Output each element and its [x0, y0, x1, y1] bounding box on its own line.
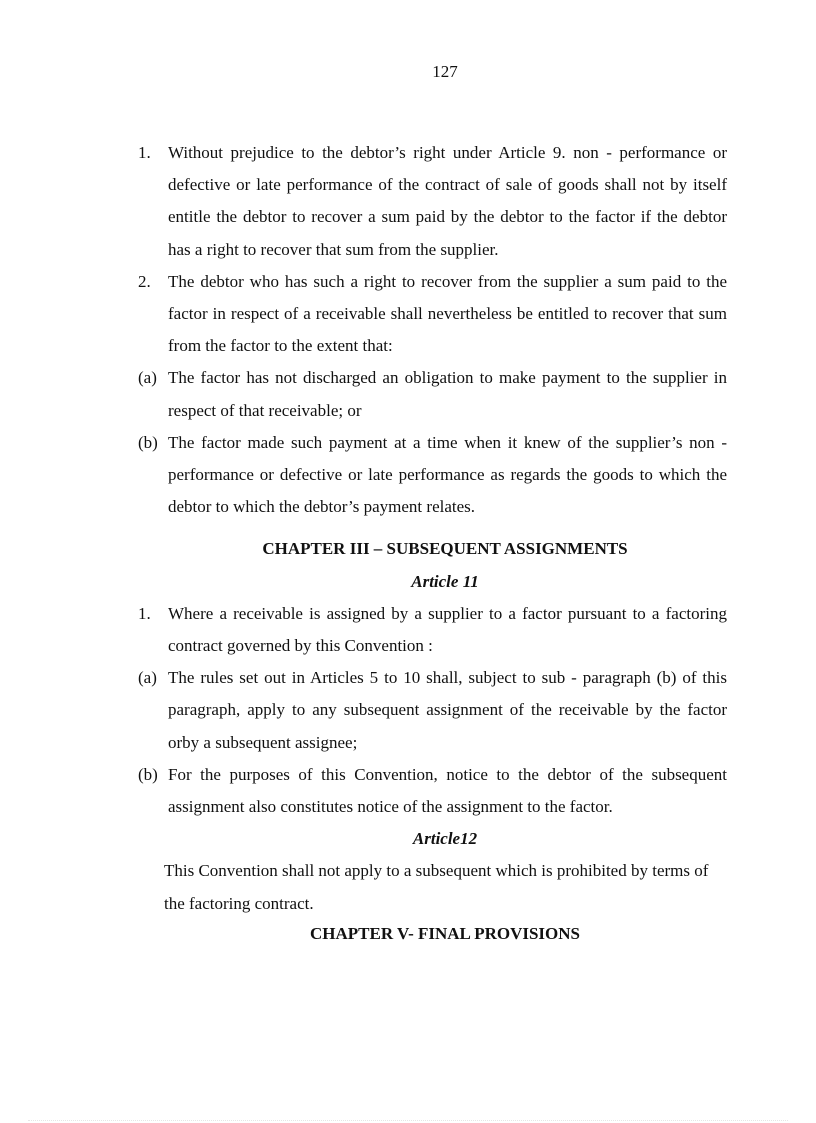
page-content: [0, 137, 816, 950]
page-number: 127: [432, 62, 458, 81]
chapter-heading: CHAPTER V- FINAL PROVISIONS: [310, 923, 580, 943]
list-marker: (a): [138, 668, 157, 688]
list-item-text: Without prejudice to the debtor’s right under Article 9. non - performance or defective or late performance of the contract of sale of goods shall not by itself entitle the debtor to recover a sum paid by the debtor to the factor if the debtor has a right to recover that sum from the supplier.: [168, 143, 727, 259]
list-marker: (b): [138, 432, 158, 452]
list-item: [0, 266, 727, 363]
article-paragraph: This Convention shall not apply to a subsequent which is prohibited by terms of the factoring contract.: [164, 861, 709, 913]
list-item-text: The factor has not discharged an obligation to make payment to the supplier in respect of that receivable; or: [168, 368, 727, 420]
list-item: [0, 598, 727, 662]
list-marker: 2.: [138, 271, 151, 291]
list-item-text: The factor made such payment at a time when it knew of the supplier’s non - performance or defective or late performance as regards the goods to which the debtor to which the debtor’s payment relates.: [168, 432, 727, 517]
footer-divider: [28, 1120, 788, 1121]
article-title: Article 11: [411, 571, 479, 591]
article-title: Article12: [412, 829, 478, 849]
list-item: [0, 662, 727, 759]
list-item: [0, 362, 727, 426]
list-item-text: The debtor who has such a right to recover from the supplier a sum paid to the factor in respect of a receivable shall nevertheless be entitled to recover that sum from the factor to the extent that:: [168, 271, 727, 356]
list-item: [0, 427, 727, 524]
list-marker: (b): [138, 764, 158, 784]
list-marker: (a): [138, 368, 157, 388]
list-item: [0, 759, 727, 823]
list-item-text: Where a receivable is assigned by a supplier to a factor pursuant to a factoring contract governed by this Convention :: [168, 603, 727, 656]
list-item-text: The rules set out in Articles 5 to 10 shall, subject to sub - paragraph (b) of this paragraph, apply to any subsequent assignment of the receivable by the factor orby a subsequent assignee;: [168, 668, 727, 752]
list-item: [0, 137, 727, 266]
chapter-heading: CHAPTER III – SUBSEQUENT ASSIGNMENTS: [262, 539, 628, 559]
list-marker: 1.: [138, 603, 151, 623]
list-item-text: For the purposes of this Convention, notice to the debtor of the subsequent assignment also constitutes notice of the assignment to the factor.: [168, 764, 727, 817]
list-marker: 1.: [138, 143, 151, 162]
